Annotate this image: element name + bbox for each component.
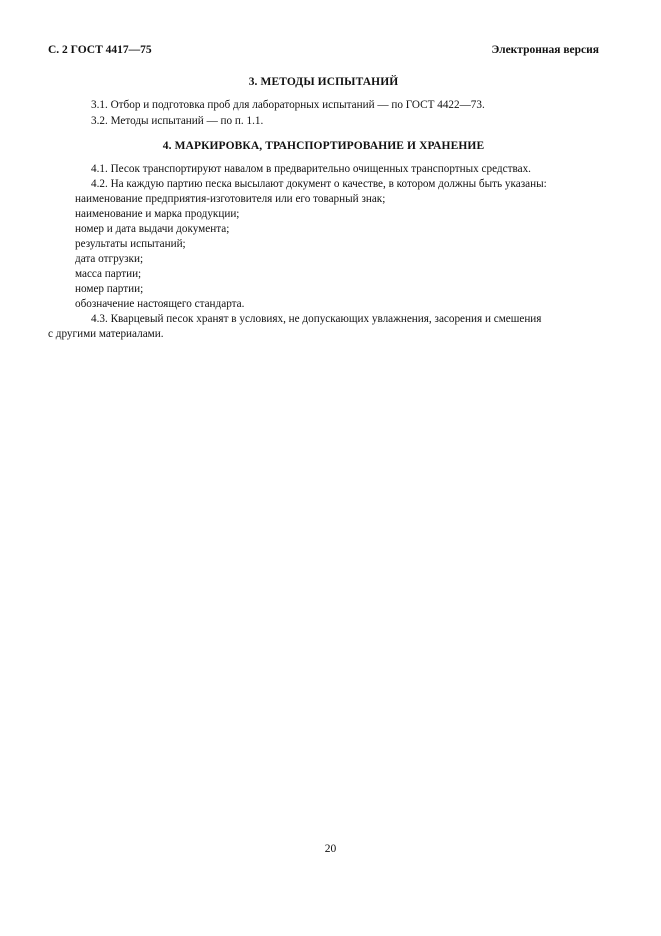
paragraph-4-2: 4.2. На каждую партию песка высылают документ о качестве, в котором должны быть указаны: — [91, 178, 547, 190]
section-3-title: 3. МЕТОДЫ ИСПЫТАНИЙ — [248, 76, 399, 88]
page-number: 20 — [324, 843, 337, 855]
page-header — [48, 44, 599, 60]
paragraph-4-1: 4.1. Песок транспортируют навалом в предварительно очищенных транспортных средствах. — [91, 163, 531, 175]
document-field-manufacturer: наименование предприятия-изготовителя или его товарный знак; — [75, 193, 386, 205]
document-field-shipping-date: дата отгрузки; — [75, 253, 144, 265]
paragraph-4-3-line-2: с другими материалами. — [48, 328, 164, 340]
header-standard-ref: С. 2 ГОСТ 4417—75 — [48, 44, 152, 56]
document-field-product-name: наименование и марка продукции; — [75, 208, 240, 220]
document-field-document-number: номер и дата выдачи документа; — [75, 223, 230, 235]
header-edition-label: Электронная версия — [491, 44, 599, 56]
paragraph-4-3-line-1: 4.3. Кварцевый песок хранят в условиях, не допускающих увлажнения, засорения и смешения — [91, 313, 542, 325]
section-3-item-2: 3.2. Методы испытаний — по п. 1.1. — [91, 115, 264, 127]
document-field-lot-mass: масса партии; — [75, 268, 142, 280]
document-field-standard-designation: обозначение настоящего стандарта. — [75, 298, 245, 310]
section-4-title: 4. МАРКИРОВКА, ТРАНСПОРТИРОВАНИЕ И ХРАНЕНИЕ — [162, 140, 485, 152]
document-field-lot-number: номер партии; — [75, 283, 144, 295]
section-3-item-1: 3.1. Отбор и подготовка проб для лабораторных испытаний — по ГОСТ 4422—73. — [91, 99, 485, 111]
document-field-test-results: результаты испытаний; — [75, 238, 186, 250]
